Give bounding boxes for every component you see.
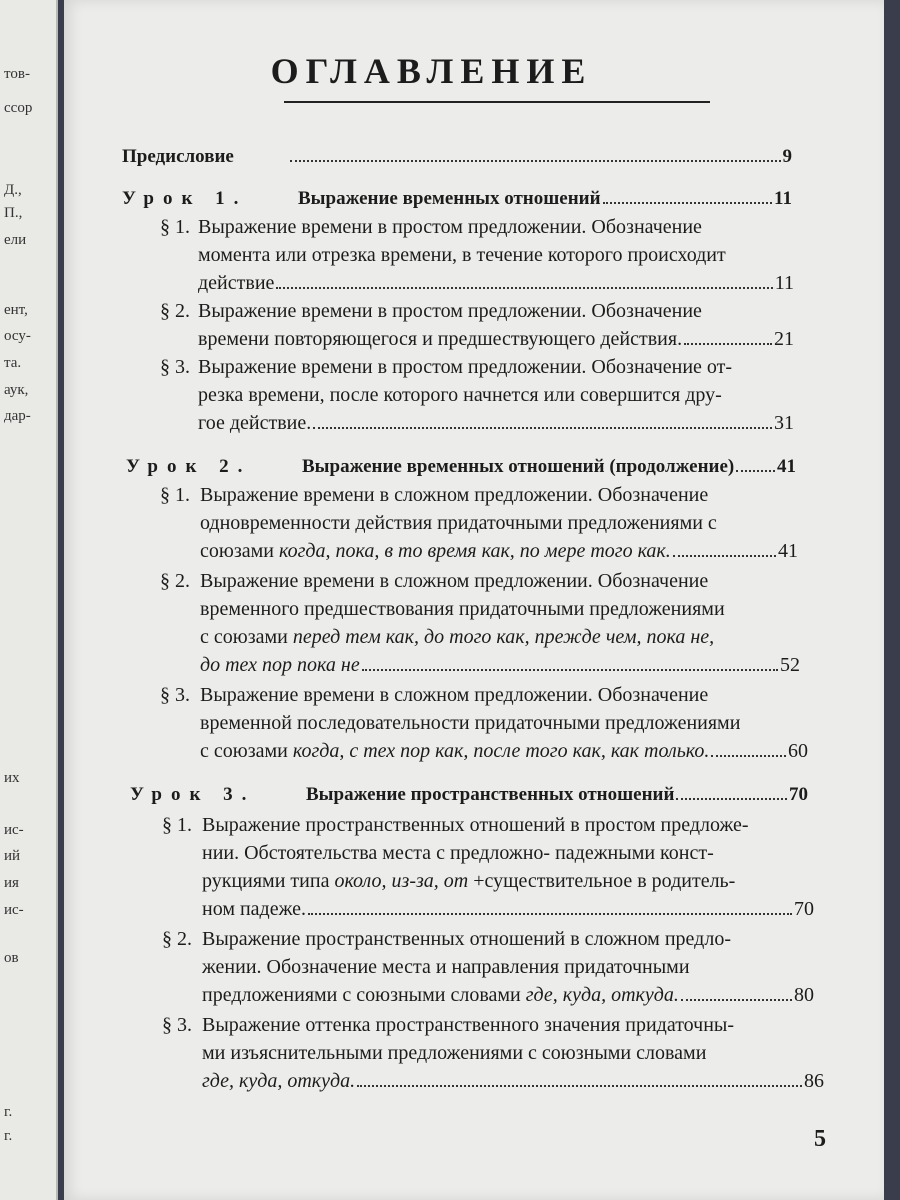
left-fragment: дар- bbox=[4, 408, 31, 424]
section-last-line bbox=[198, 272, 794, 295]
left-fragment: ис- bbox=[4, 822, 24, 838]
page-ref: 60 bbox=[788, 740, 808, 762]
left-fragment: ели bbox=[4, 232, 27, 248]
page-ref: 86 bbox=[804, 1070, 824, 1092]
section-line: жении. Обозначение места и направления придаточными bbox=[202, 956, 690, 978]
page-number: 5 bbox=[814, 1126, 826, 1152]
section-mark: § 3. bbox=[162, 1014, 192, 1036]
left-fragment: ент, bbox=[4, 302, 28, 318]
page-title: ОГЛАВЛЕНИЕ bbox=[270, 51, 593, 91]
section-line: ми изъяснительными предложениями с союзными словами bbox=[202, 1042, 707, 1064]
lesson-label: Урок 3. bbox=[130, 784, 256, 805]
left-fragment: Д., bbox=[4, 182, 22, 198]
section-mark: § 3. bbox=[160, 684, 190, 706]
section-line bbox=[200, 626, 714, 649]
section-mark: § 1. bbox=[160, 484, 190, 506]
section-last-line bbox=[198, 412, 794, 435]
conjunctions: когда, пока, в то время как, по мере того как. bbox=[278, 540, 671, 562]
section-line: с союзами bbox=[200, 740, 288, 762]
leader-dots bbox=[290, 160, 781, 162]
adjacent-page-edge bbox=[0, 0, 58, 1200]
section-mark: § 1. bbox=[160, 216, 190, 238]
left-fragment: г. bbox=[4, 1128, 13, 1144]
conjunctions: до тех пор пока не bbox=[200, 654, 360, 676]
section-line: нии. Обстоятельства места с предложно- падежными конст- bbox=[202, 842, 714, 864]
section-line bbox=[202, 870, 735, 893]
page-ref: 31 bbox=[774, 412, 794, 434]
section-line-italic bbox=[200, 654, 360, 677]
section-line: временного предшествования придаточными предложениями bbox=[200, 598, 725, 620]
lesson-title: Выражение временных отношений bbox=[298, 188, 601, 209]
title-underline bbox=[284, 101, 710, 103]
section-line: момента или отрезка времени, в течение которого происходит bbox=[198, 244, 726, 266]
left-fragment: тов- bbox=[4, 66, 30, 82]
section-line: резка времени, после которого начнется или совершится дру- bbox=[198, 384, 722, 406]
section-line: союзами bbox=[200, 540, 274, 562]
section-line: Выражение времени в простом предложении. Обозначение bbox=[198, 216, 702, 238]
section-line-part: +существительное в родитель- bbox=[473, 870, 736, 892]
leader-dots bbox=[603, 202, 772, 204]
leader-dots bbox=[684, 343, 772, 345]
page-ref: 52 bbox=[780, 654, 800, 676]
leader-dots bbox=[711, 755, 786, 757]
section-line-part: рукциями типа bbox=[202, 870, 330, 892]
page-ref: 70 bbox=[794, 898, 814, 920]
section-last-line bbox=[202, 984, 814, 1007]
section-line: Выражение времени в простом предложении. Обозначение bbox=[198, 300, 702, 322]
toc-preface bbox=[122, 146, 792, 168]
left-fragment: П., bbox=[4, 205, 23, 221]
section-last-line bbox=[202, 898, 814, 921]
left-fragment: ссор bbox=[4, 100, 33, 116]
section-line-italic bbox=[526, 984, 679, 1007]
leader-dots bbox=[673, 555, 776, 557]
section-mark: § 2. bbox=[160, 570, 190, 592]
leader-dots bbox=[681, 999, 792, 1001]
section-last-line bbox=[202, 1070, 824, 1093]
leader-dots bbox=[276, 287, 772, 289]
lesson-title: Выражение временных отношений (продолжение) bbox=[302, 456, 735, 477]
section-last-line bbox=[198, 328, 794, 351]
left-fragment: ис- bbox=[4, 902, 24, 918]
page-ref: 11 bbox=[774, 272, 794, 294]
left-fragment: осу- bbox=[4, 328, 31, 344]
page-ref: 11 bbox=[774, 188, 792, 209]
section-mark: § 2. bbox=[160, 300, 190, 322]
section-line: предложениями с союзными словами bbox=[202, 984, 521, 1006]
section-line: времени повторяющегося и предшествующего действия. bbox=[198, 328, 683, 350]
leader-dots bbox=[736, 470, 775, 472]
preface-label: Предисловие bbox=[122, 146, 234, 167]
page-ref: 21 bbox=[774, 328, 794, 350]
section-line: одновременности действия придаточными предложениями с bbox=[200, 512, 717, 534]
section-line: действие bbox=[198, 272, 275, 294]
toc-lesson-2 bbox=[126, 456, 796, 478]
section-line-italic bbox=[279, 540, 671, 563]
left-fragment: ия bbox=[4, 875, 19, 891]
section-line: гое действие. bbox=[198, 412, 312, 434]
section-line: Выражение пространственных отношений в простом предложе- bbox=[202, 814, 749, 836]
leader-dots bbox=[676, 798, 787, 800]
left-fragment: аук, bbox=[4, 382, 29, 398]
lesson-title: Выражение пространственных отношений bbox=[306, 784, 675, 805]
page-ref: 41 bbox=[778, 540, 798, 562]
section-last-line bbox=[200, 654, 800, 677]
section-mark: § 2. bbox=[162, 928, 192, 950]
leader-dots bbox=[308, 913, 792, 915]
conjunctions: перед тем как, до того как, прежде чем, пока не, bbox=[292, 626, 715, 648]
leader-dots bbox=[357, 1085, 802, 1087]
section-line: Выражение времени в сложном предложении. Обозначение bbox=[200, 484, 709, 506]
section-line-italic bbox=[202, 1070, 355, 1093]
section-line: Выражение времени в простом предложении. Обозначение от- bbox=[198, 356, 733, 378]
section-line: Выражение времени в сложном предложении. Обозначение bbox=[200, 570, 709, 592]
page-ref: 41 bbox=[777, 456, 796, 477]
book-page bbox=[64, 0, 884, 1200]
section-mark: § 1. bbox=[162, 814, 192, 836]
section-last-line bbox=[200, 740, 808, 763]
page-ref: 9 bbox=[782, 146, 792, 167]
section-line-italic bbox=[293, 740, 710, 763]
leader-dots bbox=[313, 427, 772, 429]
toc-lesson-1 bbox=[122, 188, 792, 210]
section-line-part: с союзами bbox=[200, 626, 288, 648]
section-mark: § 3. bbox=[160, 356, 190, 378]
toc-lesson-3 bbox=[130, 784, 808, 806]
left-fragment: ий bbox=[4, 848, 21, 864]
conjunctions: когда, с тех пор как, после того как, как только. bbox=[292, 740, 710, 762]
leader-dots bbox=[362, 669, 778, 671]
left-fragment: г. bbox=[4, 1104, 13, 1120]
conjunctive-words: где, куда, откуда. bbox=[202, 1070, 356, 1092]
prepositions: около, из-за, от bbox=[334, 870, 469, 892]
section-line: Выражение оттенка пространственного значения придаточны- bbox=[202, 1014, 735, 1036]
section-line: Выражение пространственных отношений в сложном предло- bbox=[202, 928, 731, 950]
lesson-label: Урок 1. bbox=[122, 188, 248, 209]
section-line: ном падеже. bbox=[202, 898, 307, 920]
left-fragment: ов bbox=[4, 950, 19, 966]
section-line: Выражение времени в сложном предложении. Обозначение bbox=[200, 684, 709, 706]
conjunctive-words: где, куда, откуда. bbox=[525, 984, 679, 1006]
lesson-label: Урок 2. bbox=[126, 456, 252, 477]
section-line: временной последовательности придаточными предложениями bbox=[200, 712, 741, 734]
left-fragment: та. bbox=[4, 355, 22, 371]
page-ref: 70 bbox=[789, 784, 808, 805]
left-fragment: их bbox=[4, 770, 20, 786]
section-last-line bbox=[200, 540, 798, 563]
page-ref: 80 bbox=[794, 984, 814, 1006]
